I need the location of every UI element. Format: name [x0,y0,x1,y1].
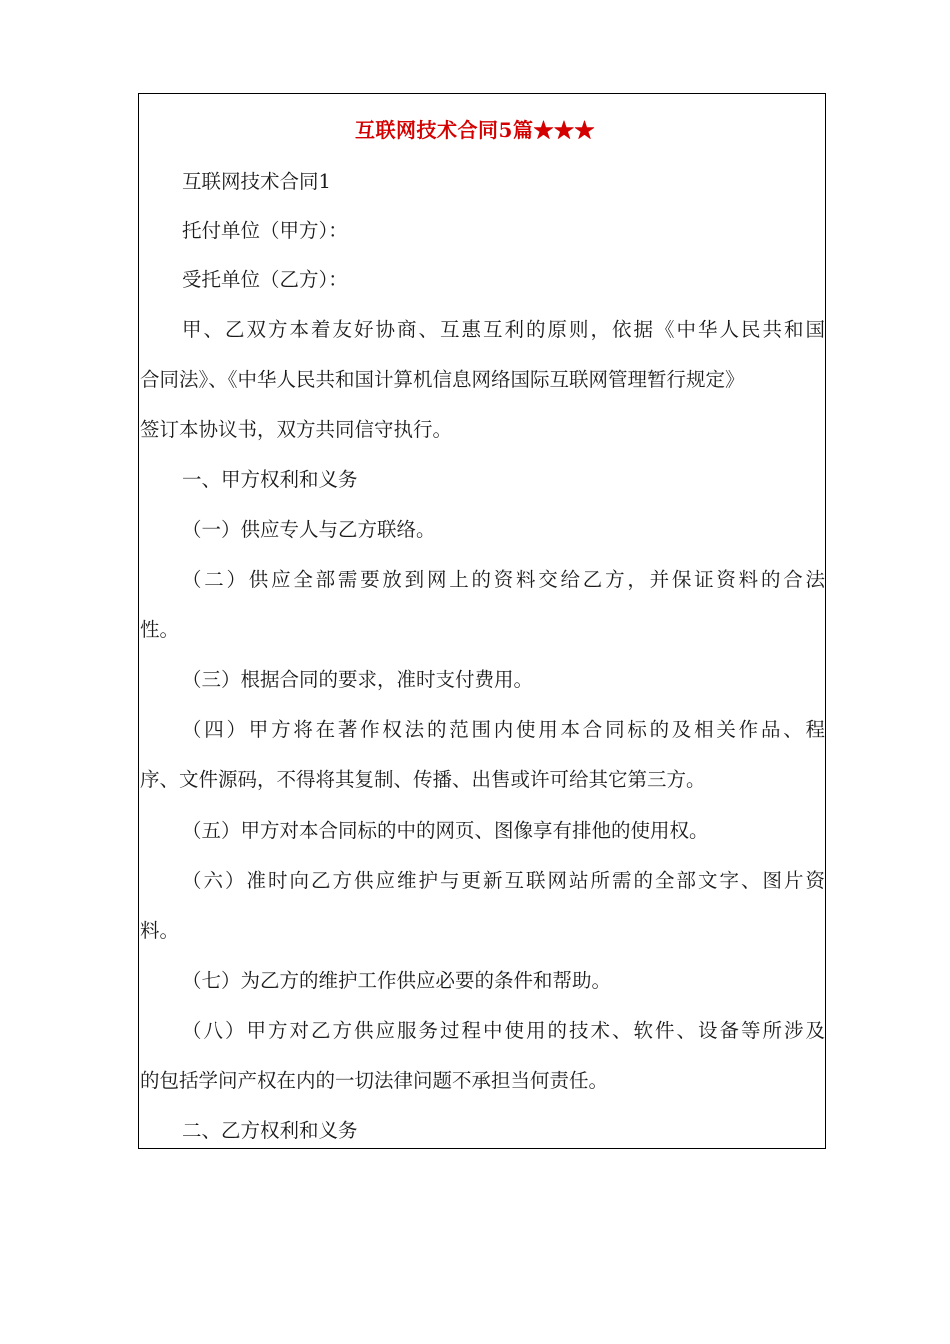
preamble-line-2: 合同法》、《中华人民共和国计算机信息网络国际互联网管理暂行规定》 [140,368,745,391]
preamble-line-3: 签订本协议书，双方共同信守执行。 [140,418,453,441]
clause-3: （三）根据合同的要求，准时支付费用。 [182,668,534,691]
preamble-line-1: 甲、乙双方本着友好协商、互惠互利的原则，依据《中华人民共和国 [182,318,825,341]
clause-8-line-1: （八）甲方对乙方供应服务过程中使用的技术、软件、设备等所涉及 [182,1019,825,1042]
clause-2-line-1: （二）供应全部需要放到网上的资料交给乙方，并保证资料的合法 [182,568,825,591]
clause-8-line-2: 的包括学问产权在内的一切法律问题不承担当何责任。 [140,1069,609,1092]
section-heading-party-b: 二、乙方权利和义务 [182,1119,358,1142]
clause-2-line-2: 性。 [140,618,180,641]
clause-6-line-1: （六）准时向乙方供应维护与更新互联网站所需的全部文字、图片资 [182,869,825,892]
document-title: 互联网技术合同5篇★★★ [355,118,595,142]
section-heading-party-a: 一、甲方权利和义务 [182,468,358,491]
clause-7: （七）为乙方的维护工作供应必要的条件和帮助。 [182,969,612,992]
clause-4-line-2: 序、文件源码，不得将其复制、传播、出售或许可给其它第三方。 [140,768,706,791]
contract-subtitle: 互联网技术合同1 [182,170,331,193]
clause-5: （五）甲方对本合同标的中的网页、图像享有排他的使用权。 [182,819,709,842]
clause-1: （一）供应专人与乙方联络。 [182,518,436,541]
party-a-label: 托付单位（甲方）： [182,219,348,242]
party-b-label: 受托单位（乙方）： [182,268,348,291]
clause-6-line-2: 料。 [140,919,180,942]
clause-4-line-1: （四）甲方将在著作权法的范围内使用本合同标的及相关作品、程 [182,718,825,741]
